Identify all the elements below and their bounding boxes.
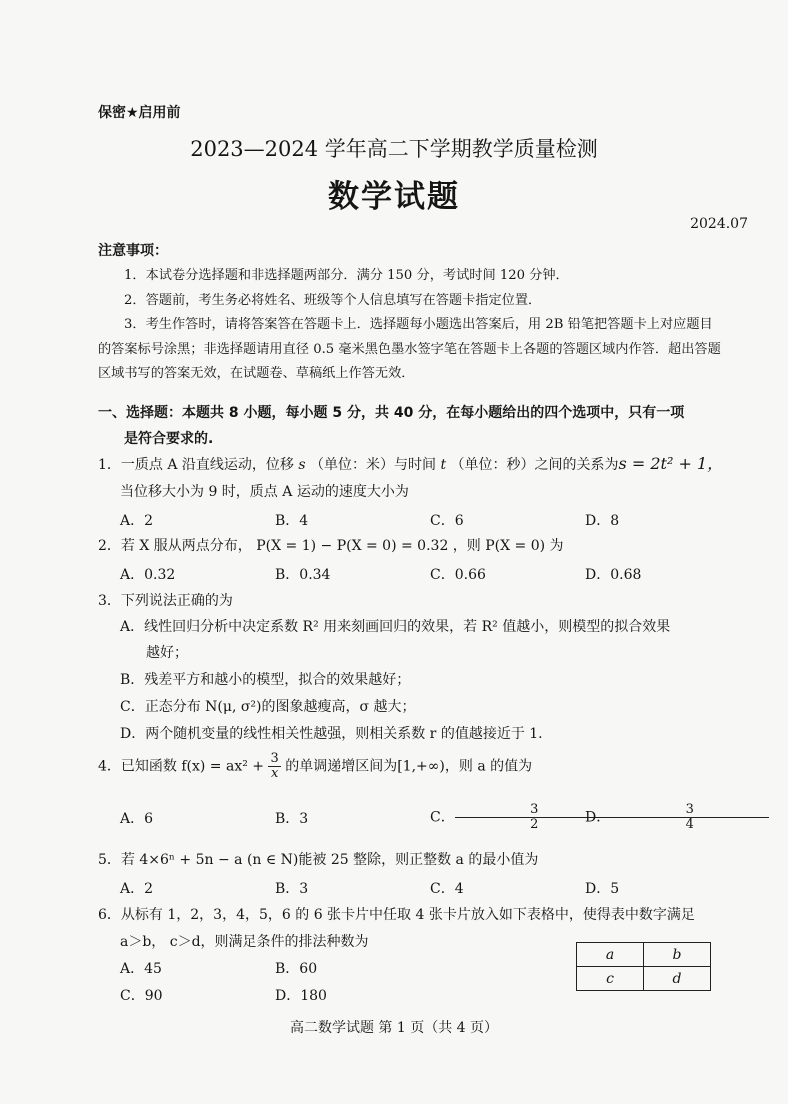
q5-options (120, 878, 740, 898)
notes-list (98, 264, 722, 387)
q6-line2: a＞b， c＞d，则满足条件的排法种数为 (120, 934, 369, 950)
section-heading-line1: 一、选择题：本题共 8 小题，每小题 5 分，共 40 分，在每小题给出的四个选项中，只有一项 (98, 405, 685, 421)
table-cell-c: c (577, 967, 644, 991)
question-6: 6．从标有 1，2，3，4，5，6 的 6 张卡片中任取 4 张卡片放入如下表格中，使得表中数字满足 (98, 907, 695, 923)
q4-option-c: C． $\frac{3}{2}$ (430, 803, 585, 832)
table-cell-d: d (644, 967, 711, 991)
note-item-2: 2．答题前，考生务必将姓名、班级等个人信息填写在答题卡指定位置． (124, 292, 542, 308)
q1-formula: s = 2t² + 1， (618, 454, 724, 473)
subject-title: 数学试题 (328, 179, 460, 215)
question-2: 2．若 X 服从两点分布， P(X = 1) − P(X = 0) = 0.32 ，则 P(X = 0) 为 (98, 538, 564, 554)
q2-option-b: B．0.34 (275, 567, 331, 583)
q4-text-b: 的单调递增区间为[1,+∞)，则 a 的值为 (285, 758, 533, 775)
q1-option-c: C．6 (430, 513, 464, 529)
question-5: 5．若 4×6ⁿ + 5n − a (n ∈ N)能被 25 整除，则正整数 a 的最小值为 (98, 852, 539, 868)
q2-option-d: D．0.68 (585, 567, 642, 583)
q4-option-b: B．3 (275, 810, 309, 827)
q1-option-d: D．8 (585, 513, 620, 529)
q6-card-table (576, 942, 711, 991)
section-heading (98, 400, 728, 452)
exam-date: 2024.07 (690, 216, 748, 232)
q1-options (120, 510, 740, 530)
q4-options (120, 803, 740, 832)
q1-text-b: （单位：米）与时间 (310, 457, 437, 473)
q1-line2: 当位移大小为 9 时，质点 A 运动的速度大小为 (120, 484, 409, 500)
q6-option-c: C．90 (120, 988, 163, 1004)
q5-option-d: D．5 (585, 881, 620, 897)
page-footer: 高二数学试题 第 1 页（共 4 页） (289, 1020, 499, 1036)
q5-option-b: B．3 (275, 881, 309, 897)
q3-option-d: D．两个随机变量的线性相关性越强，则相关系数 r 的值越接近于 1. (120, 726, 543, 742)
q6-option-d: D．180 (275, 988, 327, 1004)
q4-option-a: A．6 (120, 810, 154, 827)
q5-option-a: A．2 (120, 881, 154, 897)
q3-option-a-cont: 越好； (146, 645, 188, 661)
notes-title: 注意事项： (98, 243, 168, 259)
q1-option-b: B．4 (275, 513, 309, 529)
question-4 (98, 752, 532, 781)
exam-title: 2023—2024 学年高二下学期教学质量检测 (190, 137, 598, 161)
q6-option-b: B．60 (275, 961, 318, 977)
q3-option-c: C．正态分布 N(μ, σ²)的图象越瘦高，σ 越大； (120, 699, 416, 715)
question-3: 3．下列说法正确的为 (98, 593, 233, 609)
q1-text-a: 1．一质点 A 沿直线运动，位移 (98, 457, 294, 473)
q1-option-a: A．2 (120, 513, 154, 529)
question-1: 1．一质点 A 沿直线运动，位移 s （单位：米）与时间 t （单位：秒）之间的关系为s = 2t² + 1， (98, 454, 724, 473)
q2-options (120, 564, 740, 584)
q4-option-d: D． $\frac{3}{4}$ (585, 803, 740, 832)
q3-option-a: A．线性回归分析中决定系数 R² 用来刻画回归的效果，若 R² 值越小，则模型的拟合效果 (120, 619, 671, 635)
q3-option-b: B．残差平方和越小的模型，拟合的效果越好； (120, 672, 411, 688)
note-item-3: 3．考生作答时，请将答案答在答题卡上．选择题每小题选出答案后，用 2B 铅笔把答题卡上对应题目的答案标号涂黑；非选择题请用直径 0.5 毫米黑色墨水签字笔在答题卡上各题的答题区域内作答．超出答题区域书写的答案无效，在试题卷、草稿纸上作答无效． (98, 317, 721, 381)
q6-option-a: A．45 (120, 961, 162, 977)
q1-text-c: （单位：秒）之间的关系为 (450, 457, 619, 473)
q2-option-c: C．0.66 (430, 567, 486, 583)
note-item-1: 1．本试卷分选择题和非选择题两部分．满分 150 分，考试时间 120 分钟． (124, 268, 569, 283)
confidential-label: 保密★启用前 (98, 105, 181, 121)
q5-option-c: C．4 (430, 881, 464, 897)
q4-text-a: 4．已知函数 f(x) = ax² + (98, 758, 265, 775)
q2-option-a: A．0.32 (120, 567, 176, 583)
table-cell-b: b (644, 943, 711, 967)
table-cell-a: a (577, 943, 644, 967)
section-heading-line2: 是符合要求的. (124, 431, 214, 447)
q4-fraction: $\frac{3}{x}$ (270, 751, 279, 781)
